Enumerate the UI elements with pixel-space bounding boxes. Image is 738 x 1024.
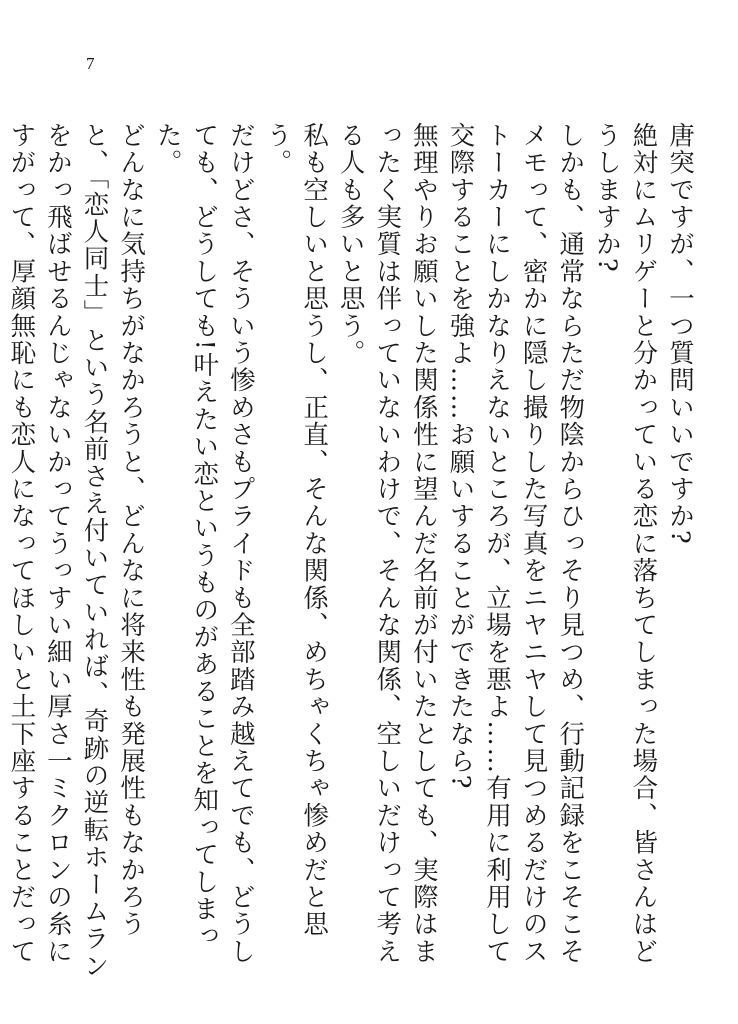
paragraph: だけどさ、そういう惨めさもプライドも全部踏み越えてでも、どうしても、どうしても!叶えたい恋というものがあることを知ってしまった。 (152, 122, 256, 966)
paragraph: 唐突ですが、一つ質問いいですか? (665, 122, 695, 546)
paragraph: 無理やりお願いした関係性に望んだ名前が付いたとしても、実際はまったく実質は伴っていないわけで、そんな関係、空しいだけって考える人も多いと思う。 (335, 122, 439, 966)
paragraph: しかも、通常ならただ物陰からひっそり見つめ、行動記録をこそこそメモって、密かに隠し撮りした写真をニヤニヤして見つめるだけのストーカーにしかなりえないところが、立場を悪よ……有用に利用して交際することを強よ……お願いすることができたなら? (445, 122, 586, 966)
paragraph: 私も空しいと思うし、正直、そんな関係、めちゃくちゃ惨めだと思う。 (262, 122, 330, 938)
paragraph: 絶対にムリゲーと分かっている恋に落ちてしまった場合、皆さんはどうしますか? (591, 122, 659, 966)
page-number: 7 (86, 54, 95, 73)
paragraph: どんなに気持ちがなかろうと、どんなに将来性も発展性もなかろうと、「恋人同士」という名前さえ付いていれば、奇跡の逆転ホームランをかっ飛ばせるんじゃないかってうっすい細い厚さ一ミクロンの糸にすがって、厚顔無恥にも恋人になってほしいと土下座することだって (6, 122, 147, 980)
body-text (0, 122, 698, 982)
